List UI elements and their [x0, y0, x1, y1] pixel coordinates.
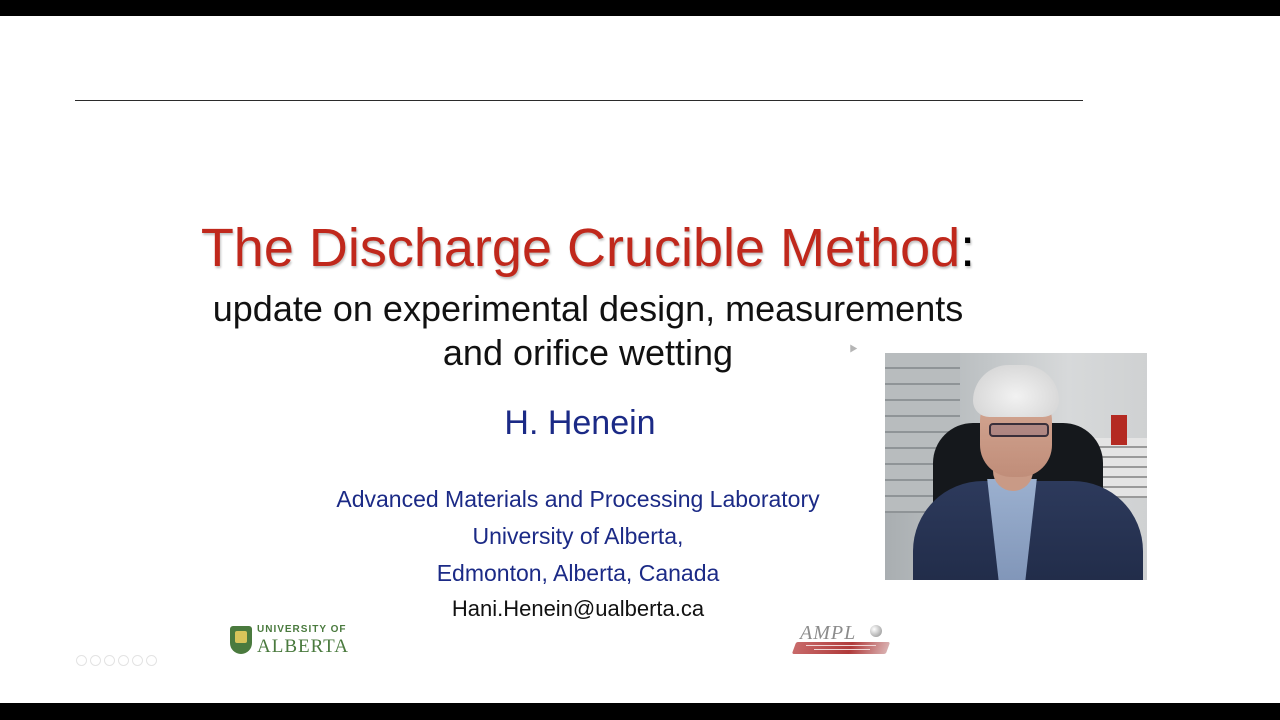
webcam-red-object — [1111, 415, 1127, 445]
author-name: H. Henein — [504, 404, 656, 442]
ua-logo-bottom: ALBERTA — [257, 636, 349, 657]
control-dot-icon[interactable] — [104, 655, 115, 666]
slide-title — [0, 216, 1176, 280]
control-dot-icon[interactable] — [118, 655, 129, 666]
control-dot-icon[interactable] — [76, 655, 87, 666]
presentation-slide — [0, 16, 1280, 703]
subtitle-line-1: update on experimental design, measurements — [212, 288, 964, 329]
ua-logo-top: UNIVERSITY OF — [257, 624, 347, 635]
university-of-alberta-logo — [230, 624, 365, 658]
affiliation-lab: Advanced Materials and Processing Laboratory — [336, 486, 820, 512]
author-email: Hani.Henein@ualberta.ca — [451, 596, 705, 621]
affiliation-university: University of Alberta, — [472, 523, 684, 549]
title-colon: : — [960, 218, 976, 278]
presenter-hair — [973, 365, 1059, 417]
control-dot-icon[interactable] — [90, 655, 101, 666]
ampl-logo — [792, 622, 892, 662]
player-control-icons[interactable] — [76, 655, 157, 666]
header-rule — [75, 100, 1083, 101]
presenter-glasses — [989, 423, 1049, 437]
ampl-wordmark: AMPL — [800, 622, 857, 644]
title-main: The Discharge Crucible Method — [200, 218, 961, 278]
ua-shield-icon — [230, 626, 252, 654]
ampl-band-line — [814, 649, 870, 650]
ampl-band-line — [806, 645, 876, 646]
subtitle-line-2: and orifice wetting — [442, 332, 734, 373]
control-dot-icon[interactable] — [146, 655, 157, 666]
presenter-webcam — [885, 353, 1147, 580]
ampl-sphere-icon — [870, 625, 882, 637]
affiliation-location: Edmonton, Alberta, Canada — [436, 560, 720, 586]
control-dot-icon[interactable] — [132, 655, 143, 666]
